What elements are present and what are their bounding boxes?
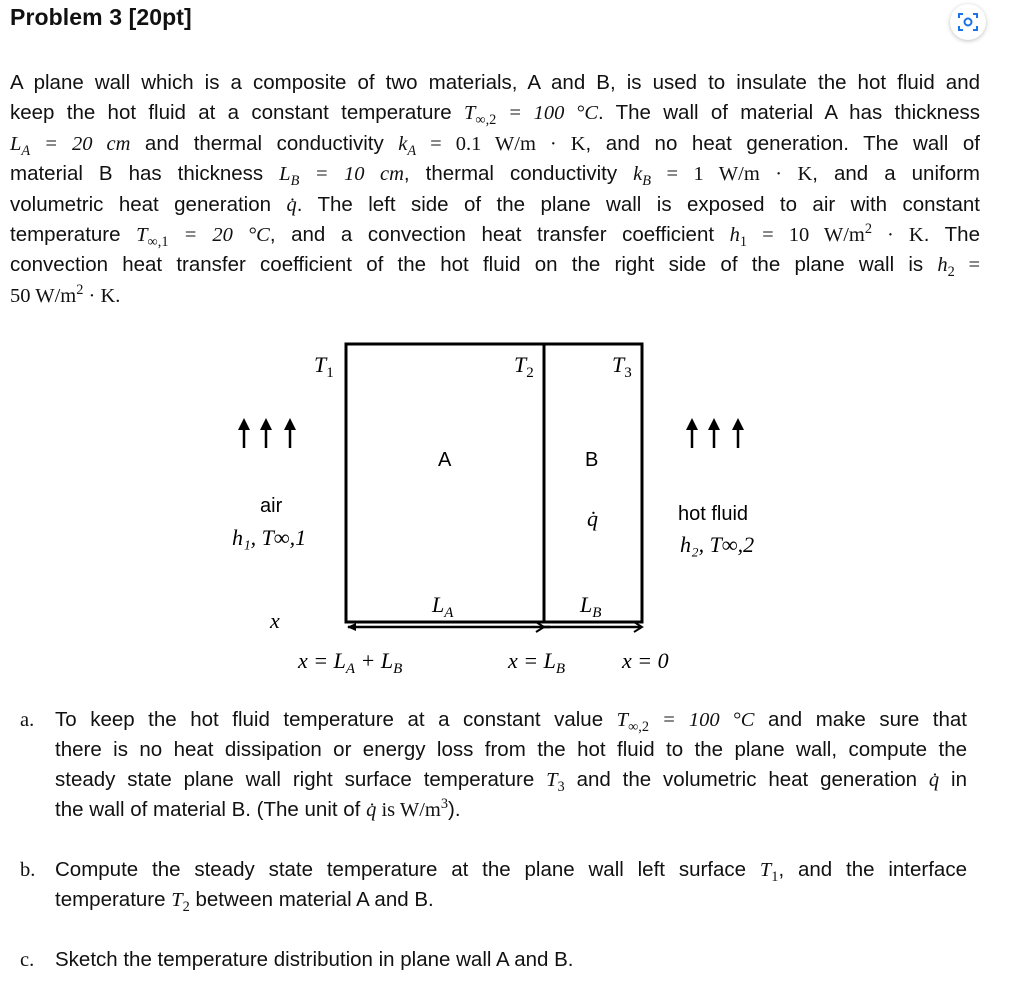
question-letter: b. xyxy=(20,859,36,881)
composite-wall-diagram xyxy=(0,330,1024,690)
visual-search-button[interactable] xyxy=(950,4,986,40)
label-t3: $T_3$ xyxy=(612,352,632,381)
label-hot-fluid-params: h₂, T∞,2 xyxy=(680,532,755,557)
label-air: air xyxy=(260,495,283,517)
label-x-axis: x xyxy=(270,608,280,633)
statement-line: $L_A = 20$ cm and thermal conductivity $k_A = 0.1$ W/m · K, and no heat generation. The wall of xyxy=(10,131,980,159)
question-text: Compute the steady state temperature at the plane wall left surface $T_1$, and the interface temperature $T_2$ between material A and B. xyxy=(55,858,967,916)
statement-line: 50 $W/m^2 \cdot K$. xyxy=(10,282,121,307)
hot-fluid-flow-arrows xyxy=(686,418,744,448)
label-t1: $T_1$ xyxy=(314,352,334,381)
air-flow-arrows xyxy=(238,418,296,448)
statement-line: volumetric heat generation q̇. The left side of the plane wall is exposed to air with constant xyxy=(10,192,981,216)
question-letter: c. xyxy=(20,949,35,971)
scan-icon xyxy=(957,11,979,33)
question-text: Sketch the temperature distribution in plane wall A and B. xyxy=(55,948,574,971)
wall-outline xyxy=(346,344,642,622)
label-material-b: B xyxy=(585,449,599,471)
statement-line: convection heat transfer coefficient of the hot fluid on the right side of the plane wall is $h_2$ = xyxy=(10,253,981,281)
problem-title: Problem 3 [20pt] xyxy=(10,4,192,30)
label-air-params: h₁, T∞,1 xyxy=(232,525,307,550)
statement-line: material B has thickness $L_B = 10$ cm, thermal conductivity $k_B = 1$ W/m · K, and a uniform xyxy=(10,162,981,190)
label-x-la-lb: $x = L_A + L_B$ xyxy=(298,648,403,677)
question-letter: a. xyxy=(20,709,35,731)
label-material-a: A xyxy=(438,449,452,471)
problem-statement xyxy=(10,68,980,311)
label-x-lb: $x = L_B$ xyxy=(508,648,566,677)
label-lb: $L_B$ xyxy=(580,592,602,621)
statement-line: temperature $T_{\infty,1} = 20$ °C, and a convection heat transfer coefficient $h_1 = 10$ $W/m^2 \cdot K$. The xyxy=(10,221,980,251)
label-x-zero: x = 0 xyxy=(622,648,669,673)
label-la: $L_A$ xyxy=(432,592,454,621)
question-text: To keep the hot fluid temperature at a constant value $T_{\infty,2} = 100$ °C and make sure that there is no heat dissipation or energy loss from the hot fluid to the plane wall, compute the steady state plane wall right surface temperature $T_3$ and the volumetric heat generation q̇ in the wall of material B. (The unit of q̇ is $W/m^3$). xyxy=(55,708,967,821)
label-heat-generation: q̇ xyxy=(587,506,598,531)
statement-line: A plane wall which is a composite of two materials, A and B, is used to insulate the hot fluid and xyxy=(10,71,980,94)
label-t2: $T_2$ xyxy=(514,352,534,381)
statement-line: keep the hot fluid at a constant temperature $T_{\infty,2} = 100$ °C. The wall of material A has thickness xyxy=(10,101,980,129)
label-hot-fluid: hot fluid xyxy=(678,503,749,525)
